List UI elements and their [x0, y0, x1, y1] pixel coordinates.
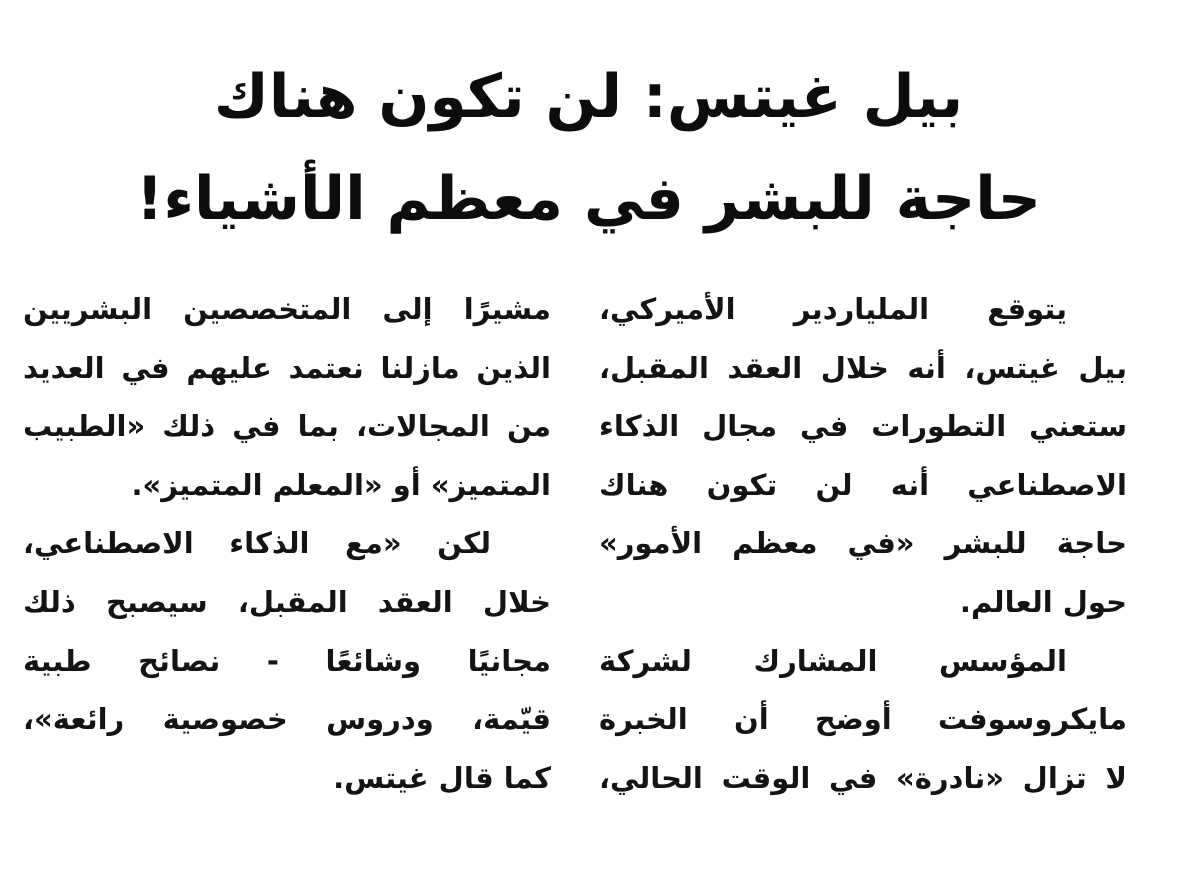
paragraph-specialists: [23, 280, 551, 514]
text-line: ستعني التطورات في مجال الذكاء: [599, 409, 1127, 444]
text-line: قيّمة، ودروس خصوصية رائعة»،: [23, 702, 551, 737]
text-line: مايكروسوفت أوضح أن الخبرة: [599, 702, 1127, 737]
text-line: كما قال غيتس.: [333, 760, 551, 795]
article-column-left: [23, 280, 551, 807]
text-line: الذين مازلنا نعتمد عليهم في العديد: [23, 350, 551, 385]
headline-line-2: حاجة للبشر في معظم الأشياء!: [135, 164, 1042, 234]
text-line: بيل غيتس، أنه خلال العقد المقبل،: [599, 350, 1127, 385]
article-column-right: [599, 280, 1127, 807]
article-headline: [60, 46, 1117, 250]
text-line: الاصطناعي أنه لن تكون هناك: [599, 467, 1127, 502]
text-line: مجانيًا وشائعًا - نصائح طبية: [23, 643, 551, 678]
text-line: حاجة للبشر «في معظم الأمور»: [599, 526, 1127, 561]
text-line: حول العالم.: [959, 584, 1127, 619]
headline-line-1: بيل غيتس: لن تكون هناك: [213, 62, 964, 132]
paragraph-cofounder: [599, 632, 1127, 808]
paragraph-quote: [23, 514, 551, 807]
text-line: من المجالات، بما في ذلك «الطبيب: [23, 409, 551, 444]
text-line: المتميز» أو «المعلم المتميز».: [131, 467, 551, 502]
text-line: يتوقع الملياردير الأميركي،: [599, 292, 1067, 326]
text-line: لكن «مع الذكاء الاصطناعي،: [23, 526, 491, 561]
paragraph-intro: [599, 280, 1127, 632]
text-line: لا تزال «نادرة» في الوقت الحالي،: [599, 760, 1127, 795]
text-line: مشيرًا إلى المتخصصين البشريين: [23, 292, 551, 326]
text-line: خلال العقد المقبل، سيصبح ذلك: [23, 584, 551, 619]
text-line: المؤسس المشارك لشركة: [599, 643, 1067, 678]
